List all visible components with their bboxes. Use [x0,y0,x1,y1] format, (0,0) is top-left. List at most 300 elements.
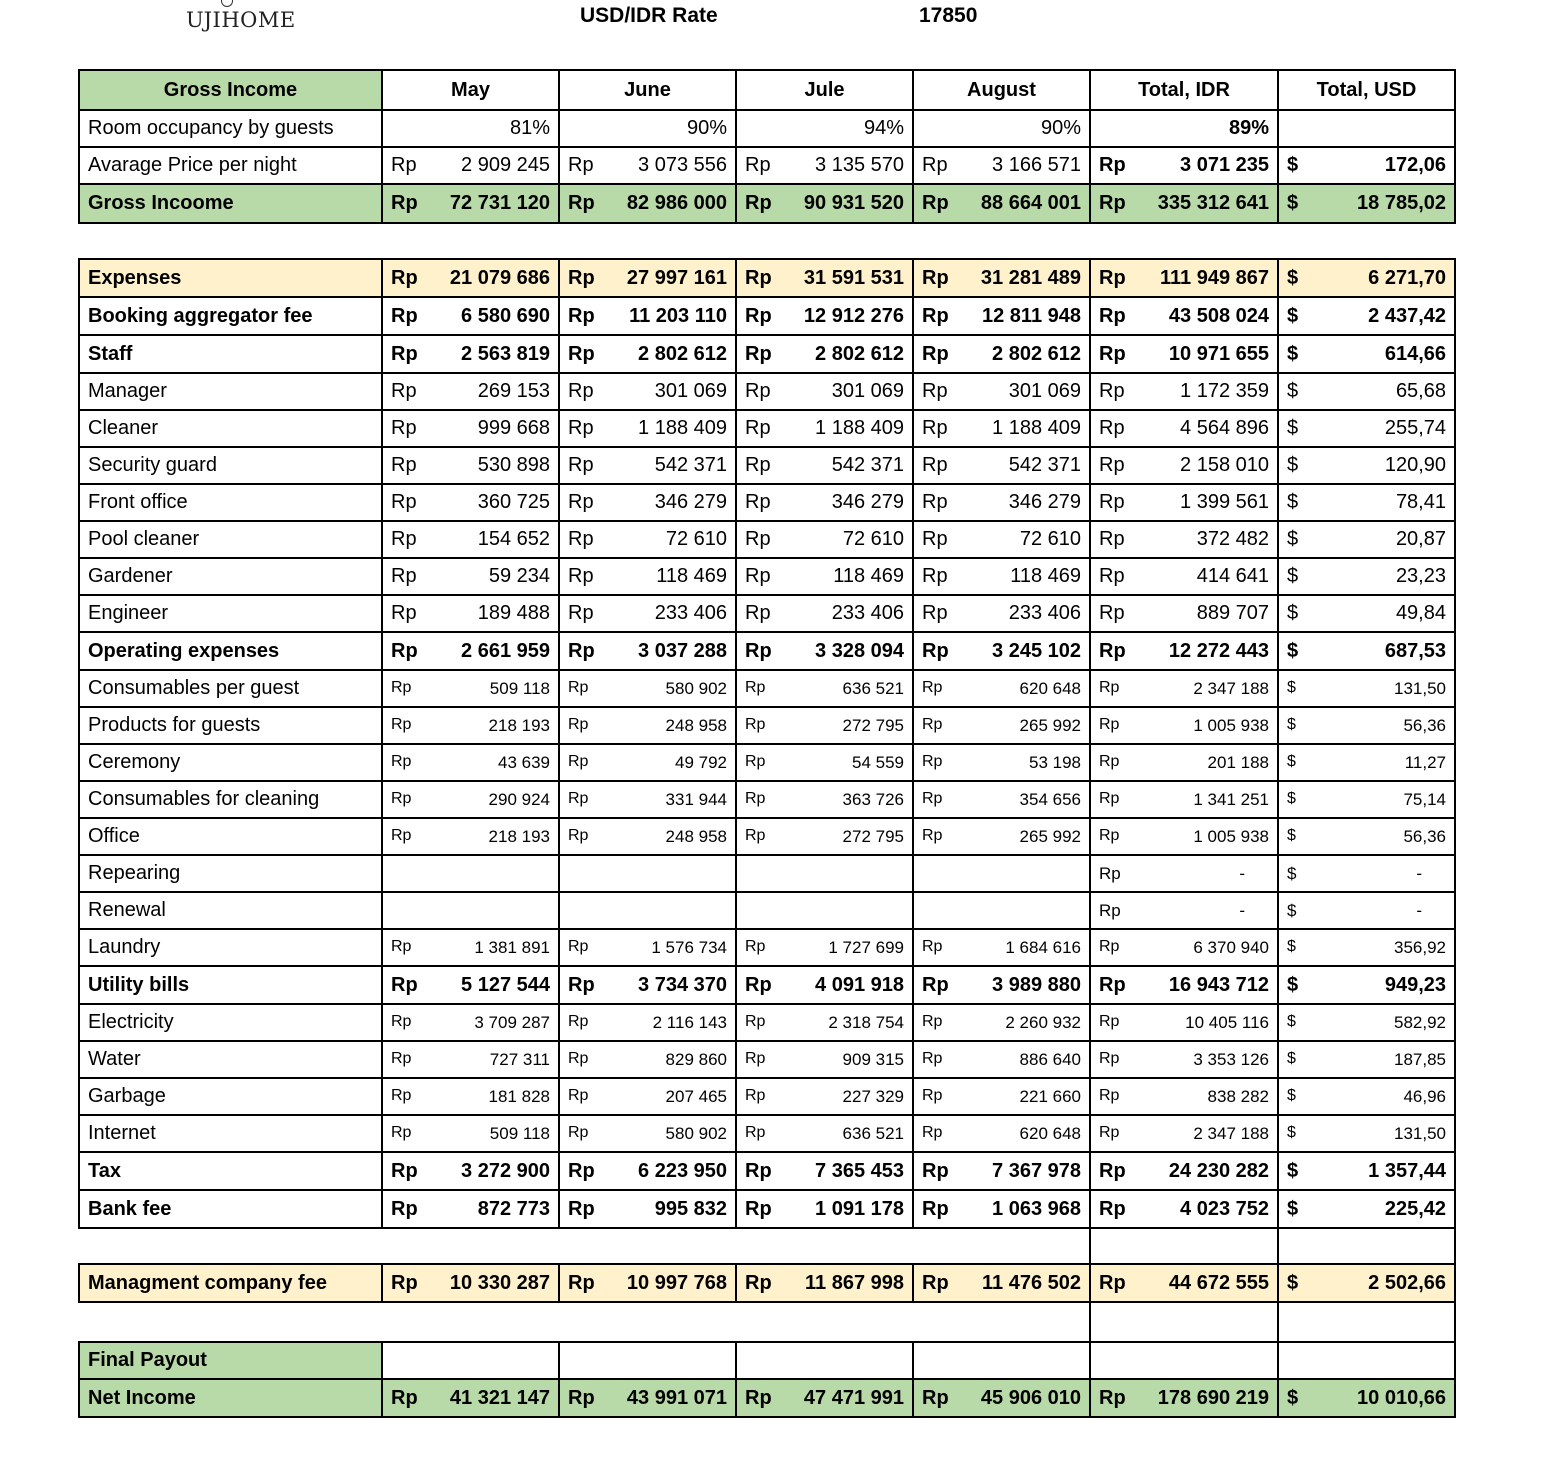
expense-cell[interactable] [1278,447,1455,484]
expense-cell[interactable] [1090,929,1278,966]
currency-symbol: Rp [922,266,949,289]
expense-cell[interactable] [1090,632,1278,670]
expense-cell[interactable] [913,447,1090,484]
expense-cell[interactable] [382,818,559,855]
row-label: Staff [79,335,382,373]
currency-symbol: $ [1287,1123,1296,1141]
expense-cell[interactable] [1090,595,1278,632]
expense-cell[interactable] [913,259,1090,297]
row-label: Front office [79,484,382,521]
expense-cell[interactable] [736,447,913,484]
expense-cell[interactable] [559,259,736,297]
net-income-cell[interactable] [559,1379,736,1417]
currency-symbol: Rp [922,565,948,587]
currency-symbol: Rp [745,380,771,402]
currency-symbol: Rp [391,1159,418,1182]
expense-cell[interactable] [1090,892,1278,929]
expense-cell[interactable] [736,373,913,410]
expense-cell[interactable] [1278,1115,1455,1152]
currency-symbol: Rp [391,1012,412,1030]
table-row [79,558,1455,595]
amount: 72 731 120 [449,192,550,214]
expense-cell[interactable] [1090,1152,1278,1190]
expense-cell[interactable] [1278,297,1455,335]
expense-cell[interactable] [1090,855,1278,892]
currency-symbol: Rp [568,602,594,624]
expense-cell[interactable] [736,595,913,632]
expense-cell[interactable] [913,1152,1090,1190]
management-fee-cell[interactable] [559,1264,736,1302]
empty-cell[interactable] [736,1342,913,1379]
empty-cell[interactable] [913,855,1090,892]
currency-symbol: Rp [391,154,417,176]
currency-symbol: Rp [1099,900,1121,920]
expense-cell[interactable] [736,1004,913,1041]
currency-symbol: Rp [922,1197,949,1220]
expense-cell[interactable] [1090,558,1278,595]
expense-cell[interactable] [1278,670,1455,707]
expense-cell[interactable] [382,1190,559,1228]
expense-cell[interactable] [382,595,559,632]
expense-cell[interactable] [1090,297,1278,335]
expense-cell[interactable] [1278,1004,1455,1041]
expense-cell[interactable] [1278,707,1455,744]
row-label: Operating expenses [79,632,382,670]
avg-price-cell[interactable] [1278,147,1455,184]
expense-cell[interactable] [913,297,1090,335]
spacer [913,1228,1090,1264]
expense-cell[interactable] [382,410,559,447]
expense-cell[interactable] [1278,855,1455,892]
expense-cell[interactable] [1090,259,1278,297]
expense-cell[interactable] [1090,1078,1278,1115]
expense-cell[interactable] [382,297,559,335]
net-income-cell[interactable] [1090,1379,1278,1417]
currency-symbol: Rp [745,639,772,662]
spacer [382,223,559,259]
expense-cell[interactable] [736,707,913,744]
expense-cell[interactable] [736,632,913,670]
amount: 6 271,70 [1368,266,1446,289]
table-row [79,744,1455,781]
expense-cell[interactable] [913,781,1090,818]
net-income-cell[interactable] [913,1379,1090,1417]
amount: 49,84 [1395,602,1446,624]
expense-cell[interactable] [1278,595,1455,632]
expense-cell[interactable] [382,707,559,744]
amount: 331 944 [665,789,727,809]
occupancy-cell[interactable]: 90% [913,110,1090,147]
expense-cell[interactable] [913,1041,1090,1078]
expense-cell[interactable] [559,521,736,558]
expense-cell[interactable] [382,558,559,595]
amount: 1 341 251 [1193,789,1269,809]
expense-cell[interactable] [1278,335,1455,373]
expense-cell[interactable] [913,818,1090,855]
expense-cell[interactable] [1278,966,1455,1004]
currency-symbol: Rp [745,528,771,550]
amount: 1 399 561 [1180,491,1269,513]
expense-cell[interactable] [913,632,1090,670]
row-label: Room occupancy by guests [79,110,382,147]
expense-cell[interactable] [913,966,1090,1004]
expense-cell[interactable] [1090,781,1278,818]
expense-cell[interactable] [559,558,736,595]
expense-cell[interactable] [1278,818,1455,855]
management-fee-cell[interactable] [913,1264,1090,1302]
currency-symbol: Rp [745,1386,772,1409]
expense-cell[interactable] [736,297,913,335]
expense-cell[interactable] [559,781,736,818]
amount: 11 867 998 [805,1271,904,1294]
table-row [79,1004,1455,1041]
expense-cell[interactable] [559,595,736,632]
expense-cell[interactable] [1278,781,1455,818]
amount: 3 166 571 [992,154,1081,176]
expense-cell[interactable] [559,373,736,410]
expense-cell[interactable] [382,1115,559,1152]
amount: 3 353 126 [1193,1049,1269,1069]
expense-cell[interactable] [736,484,913,521]
expense-cell[interactable] [1090,1004,1278,1041]
expense-cell[interactable] [1090,818,1278,855]
gross-income-cell[interactable] [913,184,1090,223]
currency-symbol: $ [1287,1271,1299,1294]
expense-cell[interactable] [736,929,913,966]
expense-cell[interactable] [913,595,1090,632]
currency-symbol: Rp [745,715,766,733]
expense-cell[interactable] [559,670,736,707]
expense-cell[interactable] [736,966,913,1004]
spacer [1278,1302,1455,1342]
expense-cell[interactable] [559,447,736,484]
expense-cell[interactable] [736,1078,913,1115]
currency-symbol: Rp [568,789,589,807]
management-fee-cell[interactable] [1090,1264,1278,1302]
expense-cell[interactable] [736,781,913,818]
currency-symbol: Rp [922,937,943,955]
expense-cell[interactable] [382,259,559,297]
expense-cell[interactable] [913,1190,1090,1228]
expense-cell[interactable] [1278,632,1455,670]
expense-cell[interactable] [913,484,1090,521]
currency-symbol: Rp [568,1012,589,1030]
amount: 2 158 010 [1180,454,1269,476]
expense-cell[interactable] [382,966,559,1004]
empty-cell[interactable] [1090,1342,1278,1379]
expense-cell[interactable] [559,484,736,521]
expense-cell[interactable] [382,373,559,410]
spacer [1090,1228,1278,1264]
currency-symbol: Rp [1099,752,1120,770]
expense-cell[interactable] [913,670,1090,707]
expense-cell[interactable] [382,632,559,670]
amount: 82 986 000 [626,192,727,214]
expense-cell[interactable] [382,744,559,781]
expense-cell[interactable] [736,410,913,447]
currency-symbol: Rp [568,1049,589,1067]
amount: 72 610 [842,528,904,550]
empty-cell[interactable] [736,855,913,892]
expense-cell[interactable] [559,297,736,335]
expense-cell[interactable] [1278,1152,1455,1190]
avg-price-cell[interactable] [559,147,736,184]
expense-cell[interactable] [736,818,913,855]
expense-cell[interactable] [559,632,736,670]
amount: 53 198 [1029,752,1081,772]
currency-symbol: $ [1287,973,1299,996]
expense-cell[interactable] [1278,558,1455,595]
currency-symbol: Rp [745,826,766,844]
expense-cell[interactable] [559,1190,736,1228]
occupancy-cell[interactable]: 90% [559,110,736,147]
expense-cell[interactable] [382,1041,559,1078]
amount: 509 118 [489,678,550,698]
expense-cell[interactable] [1090,373,1278,410]
amount: 265 992 [1019,715,1081,735]
spacer [1278,223,1455,259]
currency-symbol: Rp [745,1049,766,1067]
expense-cell[interactable] [1090,670,1278,707]
expense-cell[interactable] [913,744,1090,781]
amount: 11,27 [1404,752,1446,772]
expense-cell[interactable] [559,1078,736,1115]
currency-symbol: Rp [391,678,412,696]
empty-cell[interactable] [382,855,559,892]
management-fee-cell[interactable] [736,1264,913,1302]
expense-cell[interactable] [559,929,736,966]
expense-cell[interactable] [559,707,736,744]
expense-cell[interactable] [1278,410,1455,447]
currency-symbol: Rp [745,1197,772,1220]
expense-cell[interactable] [736,1152,913,1190]
row-label: Ceremony [79,744,382,781]
expense-cell[interactable] [1090,1041,1278,1078]
empty-cell[interactable] [1278,1342,1455,1379]
currency-symbol: Rp [922,1386,949,1409]
expense-cell[interactable] [736,1115,913,1152]
currency-symbol: Rp [568,565,594,587]
amount: 1 576 734 [651,937,727,957]
expense-cell[interactable] [382,781,559,818]
expense-cell[interactable] [736,1190,913,1228]
amount: - [1416,863,1422,883]
expense-cell[interactable] [1278,1078,1455,1115]
currency-symbol: Rp [391,380,417,402]
expense-cell[interactable] [382,447,559,484]
occupancy-cell[interactable]: 94% [736,110,913,147]
empty-cell[interactable] [382,1342,559,1379]
expense-cell[interactable] [913,929,1090,966]
currency-symbol: Rp [922,973,949,996]
empty-cell[interactable] [913,892,1090,929]
expense-cell[interactable] [1278,1190,1455,1228]
amount: 90 931 520 [803,192,904,214]
currency-symbol: $ [1287,900,1297,920]
expense-cell[interactable] [559,1004,736,1041]
occupancy-cell[interactable]: 81% [382,110,559,147]
expense-cell[interactable] [913,1004,1090,1041]
expense-cell[interactable] [913,707,1090,744]
expense-cell[interactable] [913,410,1090,447]
table-row [79,335,1455,373]
expense-cell[interactable] [1090,1115,1278,1152]
amount: 59 234 [488,565,550,587]
amount: 45 906 010 [980,1386,1081,1409]
expense-cell[interactable] [382,484,559,521]
currency-symbol: Rp [568,304,595,327]
amount: 909 315 [842,1049,904,1069]
expense-cell[interactable] [913,373,1090,410]
column-header: Total, IDR [1090,70,1278,110]
expense-cell[interactable] [1090,410,1278,447]
expense-cell[interactable] [1090,521,1278,558]
currency-symbol: Rp [568,826,589,844]
empty-cell[interactable] [559,892,736,929]
empty-cell[interactable] [736,892,913,929]
expense-cell[interactable] [913,1115,1090,1152]
occupancy-cell[interactable]: 89% [1090,110,1278,147]
final-payout-title: Final Payout [79,1342,382,1379]
expense-cell[interactable] [1090,447,1278,484]
currency-symbol: $ [1287,715,1296,733]
expense-cell[interactable] [913,1078,1090,1115]
expense-cell[interactable] [736,259,913,297]
expense-cell[interactable] [736,521,913,558]
amount: 2 909 245 [461,154,550,176]
gross-income-cell[interactable] [736,184,913,223]
avg-price-cell[interactable] [913,147,1090,184]
empty-cell[interactable] [559,855,736,892]
currency-symbol: Rp [1099,380,1125,402]
expense-cell[interactable] [1278,484,1455,521]
expense-cell[interactable] [736,1041,913,1078]
currency-symbol: Rp [391,565,417,587]
row-label: Electricity [79,1004,382,1041]
expense-cell[interactable] [382,335,559,373]
avg-price-cell[interactable] [382,147,559,184]
net-income-cell[interactable] [1278,1379,1455,1417]
currency-symbol: Rp [1099,863,1121,883]
management-fee-cell[interactable] [382,1264,559,1302]
expense-cell[interactable] [559,1041,736,1078]
empty-cell[interactable] [559,1342,736,1379]
row-label: Office [79,818,382,855]
expense-cell[interactable] [559,410,736,447]
expense-cell[interactable] [1090,966,1278,1004]
currency-symbol: $ [1287,491,1299,513]
expense-cell[interactable] [1090,484,1278,521]
expense-cell[interactable] [559,966,736,1004]
expense-cell[interactable] [736,670,913,707]
amount: 614,66 [1384,342,1446,365]
expense-cell[interactable] [736,744,913,781]
amount: 154 652 [477,528,550,550]
expense-cell[interactable] [1278,259,1455,297]
empty-cell[interactable] [913,1342,1090,1379]
empty-cell[interactable] [382,892,559,929]
currency-symbol: Rp [922,342,949,365]
expense-cell[interactable] [1278,929,1455,966]
amount: 248 958 [665,715,727,735]
expense-cell[interactable] [559,1115,736,1152]
expense-cell[interactable] [1090,707,1278,744]
expense-cell[interactable] [1278,521,1455,558]
currency-symbol: $ [1287,304,1299,327]
table-row [79,259,1455,297]
amount: 54 559 [852,752,904,772]
amount: 1 063 968 [992,1197,1081,1220]
expense-cell[interactable] [559,1152,736,1190]
currency-symbol: Rp [568,1197,595,1220]
amount: 414 641 [1196,565,1269,587]
currency-symbol: Rp [1099,937,1120,955]
gross-income-cell[interactable] [382,184,559,223]
expense-cell[interactable] [382,929,559,966]
currency-symbol: Rp [1099,1123,1120,1141]
gross-income-cell[interactable] [1278,184,1455,223]
currency-symbol: Rp [391,973,418,996]
expense-cell[interactable] [1278,1041,1455,1078]
expense-cell[interactable] [382,1152,559,1190]
management-fee-cell[interactable] [1278,1264,1455,1302]
currency-symbol: Rp [745,937,766,955]
currency-symbol: Rp [568,1159,595,1182]
table-row [79,818,1455,855]
amount: 255,74 [1384,417,1446,439]
amount: 118 469 [656,565,727,587]
occupancy-cell[interactable] [1278,110,1455,147]
gross-income-cell[interactable] [559,184,736,223]
currency-symbol: Rp [922,192,949,214]
currency-symbol: Rp [568,1086,589,1104]
currency-symbol: $ [1287,863,1297,883]
expense-cell[interactable] [559,335,736,373]
amount: - [1239,863,1245,883]
expense-cell[interactable] [382,670,559,707]
expense-cell[interactable] [736,335,913,373]
gross-income-cell[interactable] [1090,184,1278,223]
expense-cell[interactable] [736,558,913,595]
amount: 21 079 686 [449,266,550,289]
net-income-cell[interactable] [736,1379,913,1417]
expense-cell[interactable] [382,1078,559,1115]
amount: 346 279 [654,491,727,513]
expense-cell[interactable] [1090,335,1278,373]
expense-cell[interactable] [559,818,736,855]
currency-symbol: Rp [1099,973,1126,996]
expense-cell[interactable] [1278,744,1455,781]
avg-price-cell[interactable] [736,147,913,184]
expense-cell[interactable] [913,335,1090,373]
avg-price-cell[interactable] [1090,147,1278,184]
net-income-cell[interactable] [382,1379,559,1417]
currency-symbol: Rp [1099,342,1126,365]
amount: 5 127 544 [461,973,550,996]
amount: 582,92 [1394,1012,1446,1032]
expense-cell[interactable] [1278,373,1455,410]
expense-cell[interactable] [1090,744,1278,781]
amount: 4 091 918 [815,973,904,996]
expense-cell[interactable] [1278,892,1455,929]
expense-cell[interactable] [382,521,559,558]
amount: 78,41 [1395,491,1446,513]
expense-cell[interactable] [1090,1190,1278,1228]
expense-cell[interactable] [913,558,1090,595]
expense-cell[interactable] [559,744,736,781]
expense-cell[interactable] [913,521,1090,558]
expense-cell[interactable] [382,1004,559,1041]
